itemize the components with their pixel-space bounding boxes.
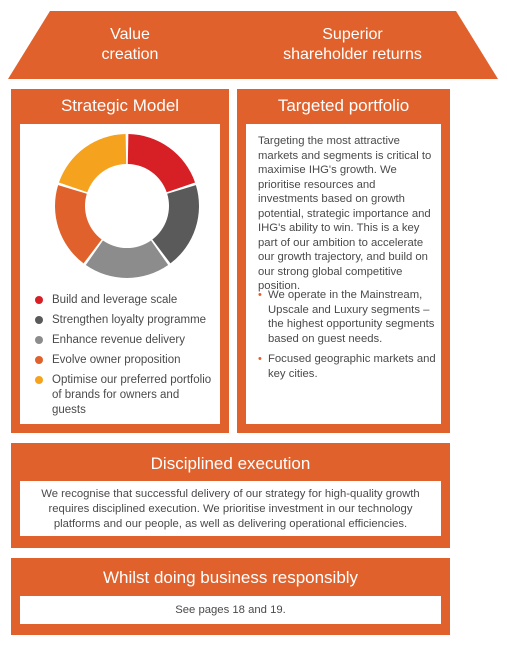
disciplined-execution-text: We recognise that successful delivery of our strategy for high-quality growth requires disciplined execution. We prioritise investment in our technology platforms and our people, as well as delivering operational efficiencies. xyxy=(41,488,420,530)
bullet-item xyxy=(258,352,436,381)
legend-dot-dark-grey xyxy=(35,316,43,324)
bullet-marker: • xyxy=(258,289,262,301)
roof-left-label: Value creation xyxy=(101,26,159,63)
targeted-portfolio-title: Targeted portfolio xyxy=(277,96,410,115)
legend-item xyxy=(35,353,215,368)
disciplined-execution-panel xyxy=(11,443,450,548)
strategic-model-title: Strategic Model xyxy=(60,96,180,115)
donut-segment-amber xyxy=(59,134,126,192)
legend-item xyxy=(35,373,215,418)
strategic-model-inner xyxy=(20,124,220,424)
legend-dot-red xyxy=(35,296,43,304)
legend-dot-amber xyxy=(35,376,43,384)
bullet-text: Focused geographic markets and key cities. xyxy=(268,353,436,380)
responsibly-text: See pages 18 and 19. xyxy=(175,604,286,616)
strategic-model-donut xyxy=(20,124,220,284)
bullet-marker: • xyxy=(258,353,262,365)
legend-item xyxy=(35,293,215,308)
responsibly-title: Whilst doing business responsibly xyxy=(102,568,359,587)
legend-label: Build and leverage scale xyxy=(52,294,178,306)
strategic-model-panel xyxy=(11,89,229,433)
legend-dot-orange xyxy=(35,356,43,364)
donut-segment-orange xyxy=(55,185,102,263)
legend-item xyxy=(35,313,215,328)
disciplined-execution-inner xyxy=(20,481,441,536)
roof-right-label: Superior shareholder returns xyxy=(283,26,422,63)
targeted-portfolio-panel xyxy=(237,89,450,433)
donut-segment-mid-grey xyxy=(86,240,168,278)
legend-item xyxy=(35,333,215,348)
responsibly-panel xyxy=(11,558,450,635)
legend-label: Enhance revenue delivery xyxy=(52,334,185,346)
legend-label: Optimise our preferred portfolio of brands for owners and guests xyxy=(52,374,212,416)
targeted-portfolio-paragraph: Targeting the most attractive markets and segments is critical to maximise IHG's growth. We prioritise resources and investments based on growth potential, strategic importance and IHG's ability to win. This is a key part of our ambition to accelerate our growth trajectory, and build on our strong global competitive position. xyxy=(258,135,432,292)
disciplined-execution-title: Disciplined execution xyxy=(150,454,311,473)
donut-segment-dark-grey xyxy=(152,185,199,263)
bullet-text: We operate in the Mainstream, Upscale and Luxury segments – the highest opportunity segments based on guest needs. xyxy=(268,289,435,345)
strategic-model-legend xyxy=(35,293,215,423)
legend-label: Strengthen loyalty programme xyxy=(52,314,207,326)
responsibly-inner xyxy=(20,596,441,624)
bullet-item xyxy=(258,288,436,346)
donut-segment-red xyxy=(128,134,195,192)
legend-dot-mid-grey xyxy=(35,336,43,344)
legend-label: Evolve owner proposition xyxy=(52,354,181,366)
targeted-portfolio-inner xyxy=(246,124,441,424)
targeted-portfolio-bullets xyxy=(258,282,436,381)
